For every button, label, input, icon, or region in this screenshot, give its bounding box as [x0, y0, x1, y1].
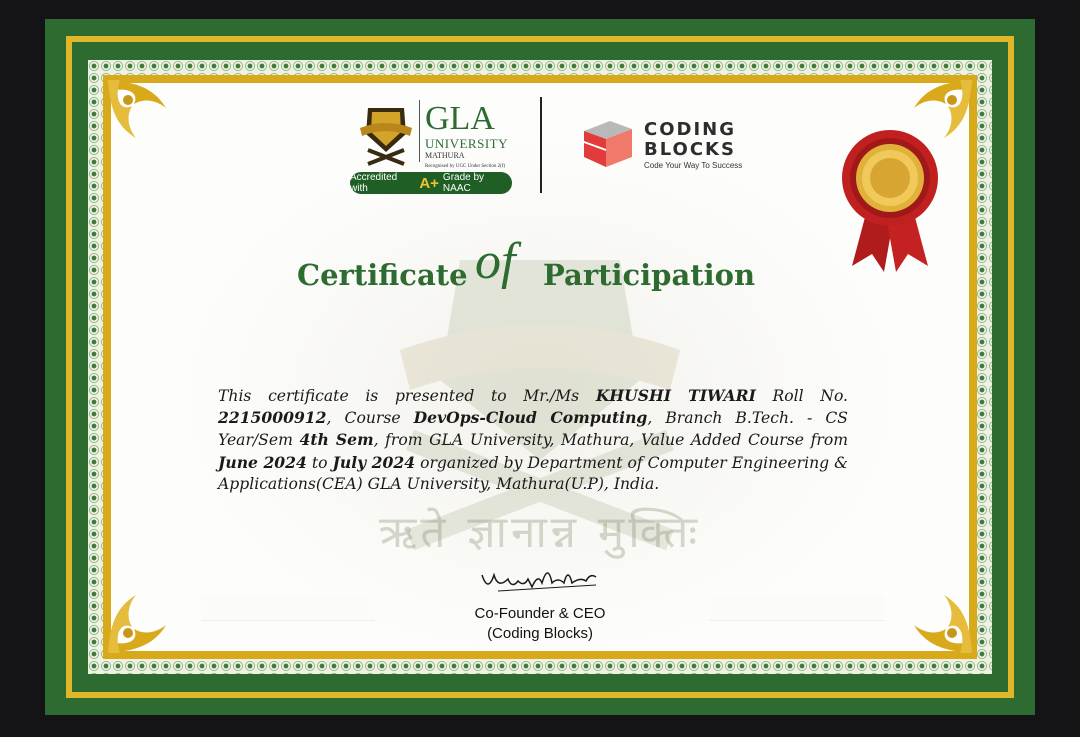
gla-university-label: UNIVERSITY [425, 136, 508, 151]
award-medal-icon [838, 126, 942, 276]
certificate-title [297, 233, 767, 314]
corner-flourish-icon [106, 78, 176, 148]
signatory-role: Co-Founder & CEO [474, 605, 606, 622]
redacted-signature-right [709, 596, 884, 621]
course-name: DevOps-Cloud Computing [413, 408, 648, 428]
certificate-body-text: This certificate is presented to Mr./Ms KHUSHI TIWARI Roll No. 2215000912, Course DevOps-Cloud Computing, Branch B.Tech. - CS Year/Sem 4th Sem, from GLA University, Mathura, Value Added Course from June 2024 to July 2024 organized by Department of Computer Engineering & Applications(CEA) GLA University, Mathura(U.P), India. [218, 386, 849, 493]
title-of: of [475, 233, 516, 290]
coding-blocks-logo [578, 115, 768, 173]
naac-badge: Accredited with A+ Grade by NAAC [350, 172, 512, 194]
gla-city: MATHURA Recognised by UGC Under Section 2(f) [425, 151, 506, 169]
end-date: July 2024 [332, 452, 416, 472]
corner-flourish-icon [106, 585, 176, 655]
gla-emblem-icon [358, 104, 414, 168]
signatory-title [420, 604, 660, 644]
redacted-signature-left [201, 596, 375, 621]
roll-number: 2215000912 [218, 408, 327, 428]
title-certificate: Certificate [297, 258, 468, 292]
logo-divider [540, 97, 542, 193]
watermark-motto: ऋते ज्ञानान्न मुक्तिः [378, 507, 702, 558]
cube-icon [580, 117, 634, 169]
recipient-name: KHUSHI TIWARI [595, 386, 756, 405]
coding-blocks-name-line2: BLOCKS [644, 139, 736, 160]
coding-blocks-tagline: Code Your Way To Success [644, 161, 743, 170]
gla-university-logo [350, 100, 520, 198]
semester: 4th Sem [299, 430, 374, 450]
signatory-org: (Coding Blocks) [487, 625, 593, 642]
coding-blocks-name-line1: CODING [644, 119, 736, 140]
gla-logo-divider [419, 100, 420, 162]
gla-name: GLA [425, 100, 495, 137]
corner-flourish-icon [904, 585, 974, 655]
title-participation: Participation [543, 258, 756, 292]
signature-image [478, 553, 602, 599]
start-date: June 2024 [218, 452, 307, 472]
